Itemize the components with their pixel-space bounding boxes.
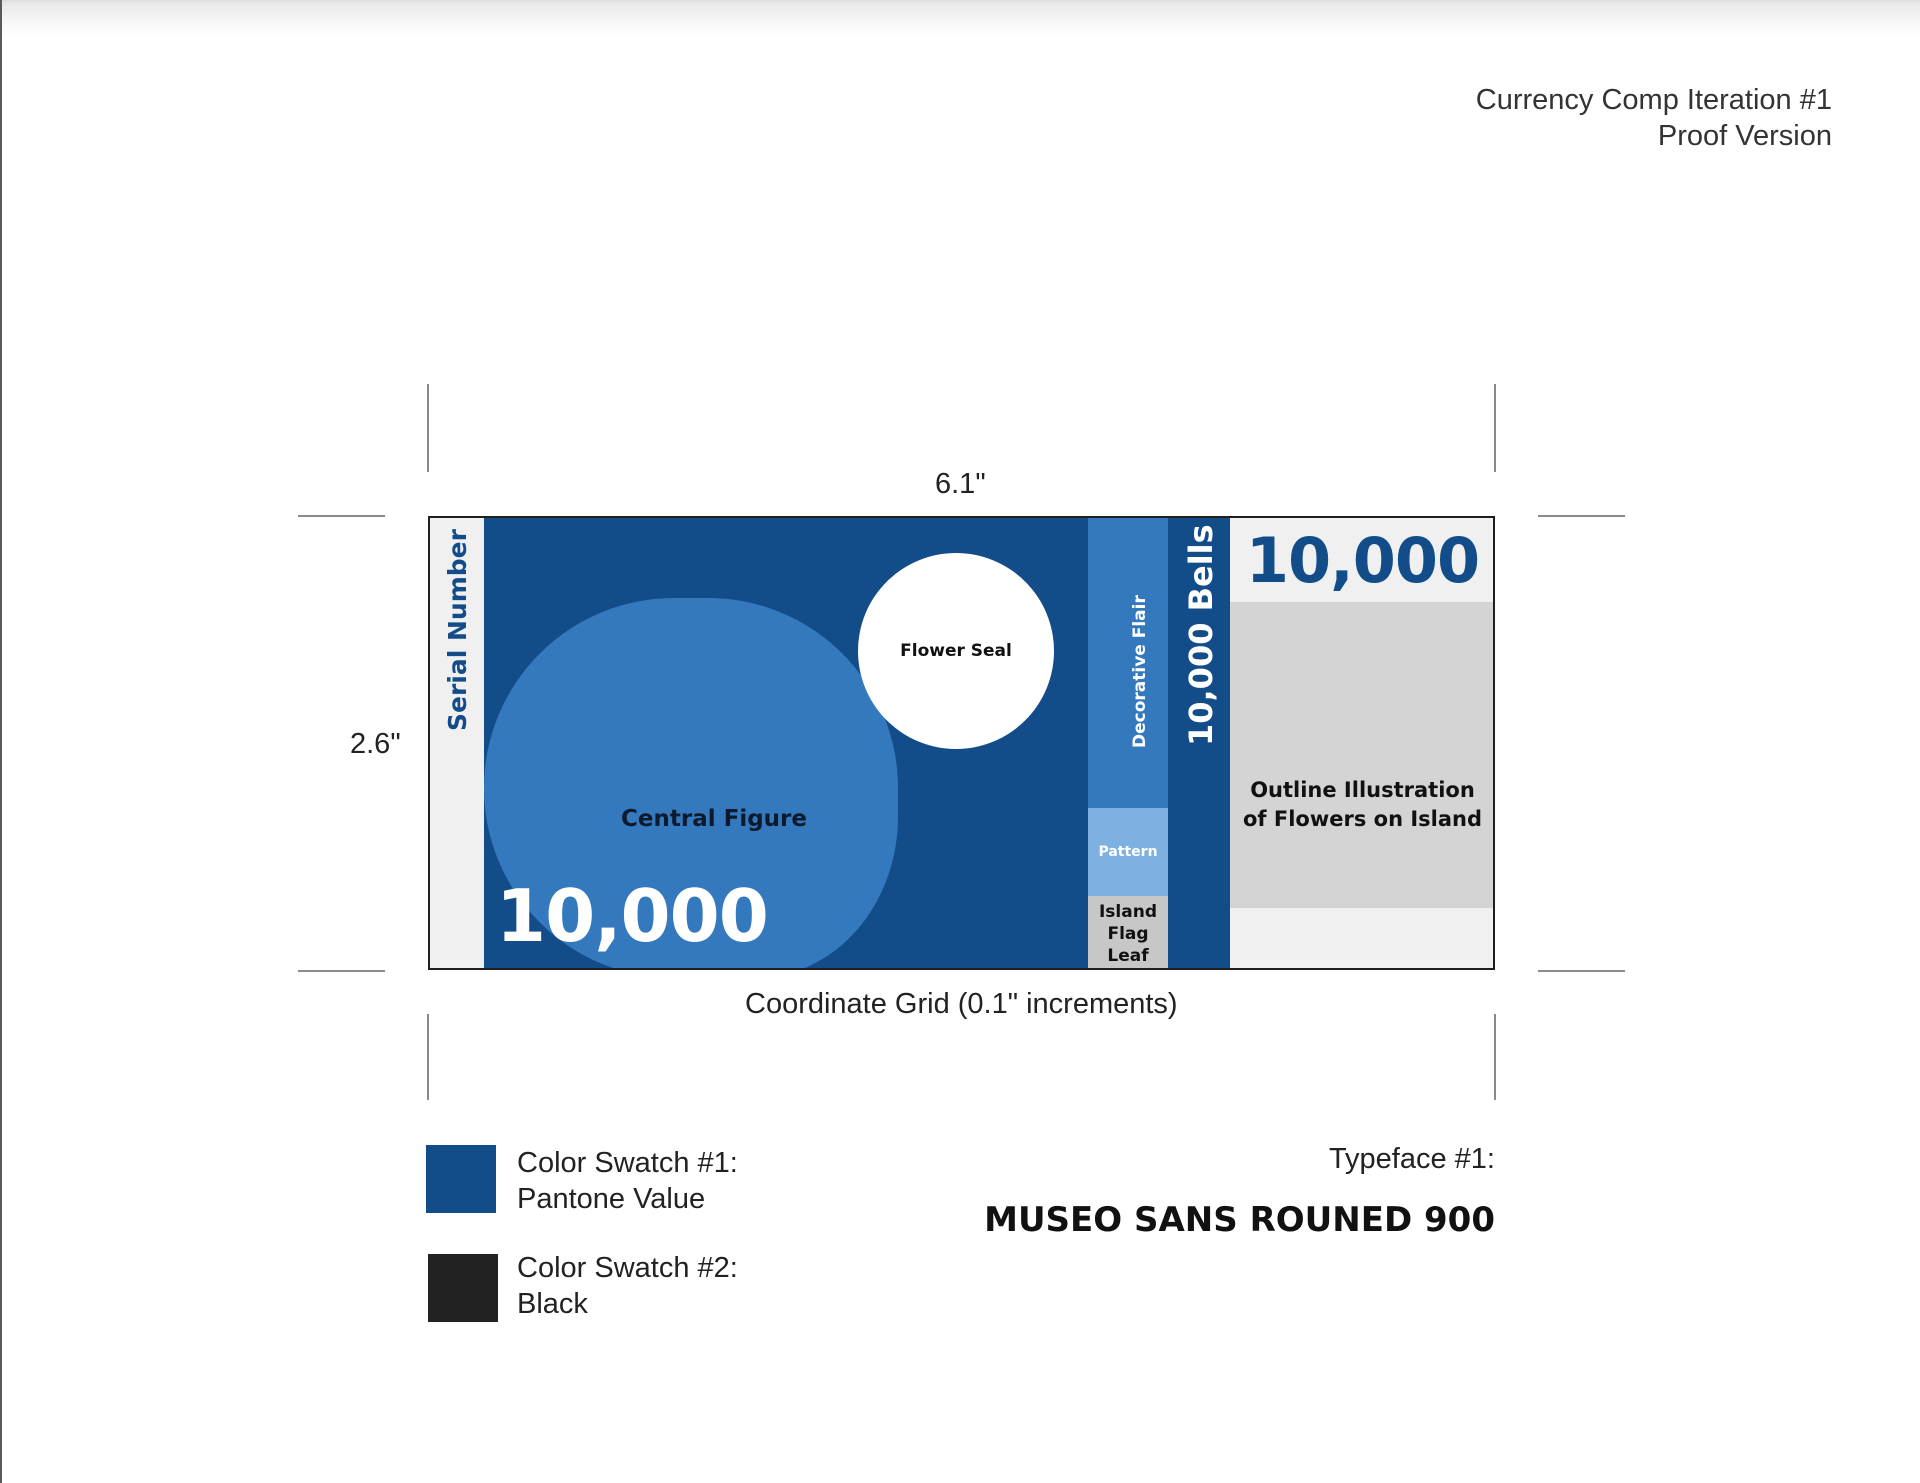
main-blue-field <box>484 518 1088 970</box>
central-figure-label: Central Figure <box>621 806 807 832</box>
island-flag-leaf-line-3: Leaf <box>1107 946 1149 966</box>
crop-mark-right-top <box>1538 515 1625 517</box>
color-swatch-2-value: Black <box>517 1288 588 1320</box>
denomination-corner: 10,000 <box>1245 524 1480 597</box>
serial-number-label: Serial Number <box>443 529 472 731</box>
color-swatch-1-value: Pantone Value <box>517 1183 706 1215</box>
crop-mark-bottom-right <box>1494 1014 1496 1100</box>
island-flag-leaf-block <box>1088 896 1168 970</box>
color-swatch-2 <box>428 1254 498 1322</box>
illustration-label-line-2: of Flowers on Island <box>1242 807 1482 831</box>
serial-number-strip <box>430 518 484 970</box>
crop-mark-right-bottom <box>1538 970 1625 972</box>
island-flag-leaf-line-2: Flag <box>1107 924 1149 944</box>
color-swatch-2-label <box>517 1250 738 1322</box>
crop-mark-bottom-left <box>427 1014 429 1100</box>
banknote-mockup <box>428 516 1495 970</box>
color-swatch-1-label <box>517 1145 738 1217</box>
crop-mark-top-right <box>1494 384 1496 472</box>
grid-caption: Coordinate Grid (0.1" increments) <box>745 988 1178 1020</box>
header-subtitle: Proof Version <box>1657 120 1832 152</box>
header-title: Currency Comp Iteration #1 <box>1475 84 1832 116</box>
bells-label: 10,000 Bells <box>1182 524 1220 746</box>
window-top-shadow <box>0 0 1920 38</box>
width-dimension-label: 6.1" <box>935 468 986 500</box>
right-panel <box>1230 518 1495 970</box>
decorative-flair-label: Decorative Flair <box>1130 595 1150 748</box>
decorative-flair-column <box>1088 518 1168 808</box>
color-swatch-2-title: Color Swatch #2: <box>517 1252 738 1284</box>
pattern-block <box>1088 808 1168 896</box>
bells-column <box>1168 518 1230 970</box>
island-flag-leaf-line-1: Island <box>1098 902 1157 922</box>
pattern-label: Pattern <box>1098 844 1158 860</box>
denomination-large: 10,000 <box>496 874 768 958</box>
crop-mark-left-bottom <box>298 970 385 972</box>
typeface-name: MUSEO SANS ROUNED 900 <box>984 1200 1495 1240</box>
color-swatch-1-title: Color Swatch #1: <box>517 1147 738 1179</box>
typeface-label: Typeface #1: <box>1328 1143 1495 1175</box>
crop-mark-top-left <box>427 384 429 472</box>
flower-seal-label: Flower Seal <box>900 641 1012 661</box>
color-swatch-1 <box>426 1145 496 1213</box>
flower-seal <box>858 553 1054 749</box>
window-left-edge <box>0 0 2 1483</box>
illustration-label-line-1: Outline Illustration <box>1250 778 1475 802</box>
crop-mark-left-top <box>298 515 385 517</box>
illustration-area <box>1230 602 1495 908</box>
document-header <box>1476 82 1832 154</box>
height-dimension-label: 2.6" <box>350 728 401 760</box>
